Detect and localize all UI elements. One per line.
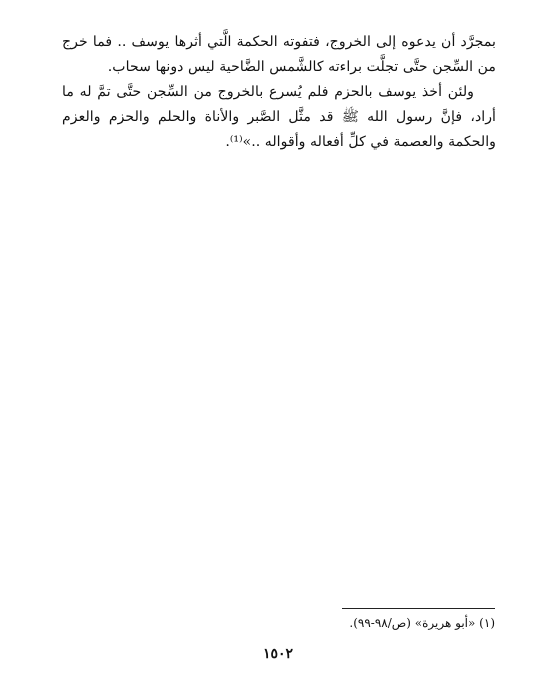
footnote: (١) «أبو هريرة» (ص/٩٨-٩٩). [349, 616, 495, 630]
paragraph-1: بمجرَّد أن يدعوه إلى الخروج، فتفوته الحكمة الَّتي أثرها يوسف .. فما خرج من السِّجن حتَّى تجلَّت براءته كالشَّمس الضَّاحية ليس دونها سحاب. [62, 34, 496, 75]
main-text [62, 30, 496, 155]
paragraph-2: ولئن أخذ يوسف بالحزم فلم يُسرع بالخروج من السِّجن حتَّى تمَّ له ما أراد، فإنَّ رسول الله ﷺ قد مثَّل الصَّبر والأناة والحلم والحزم والعزم والحكمة والعصمة في كلِّ أفعاله وأقواله ..»⁽¹⁾. [62, 84, 496, 150]
footnote-separator [342, 608, 495, 609]
page-number: ١٥٠٢ [262, 646, 294, 662]
